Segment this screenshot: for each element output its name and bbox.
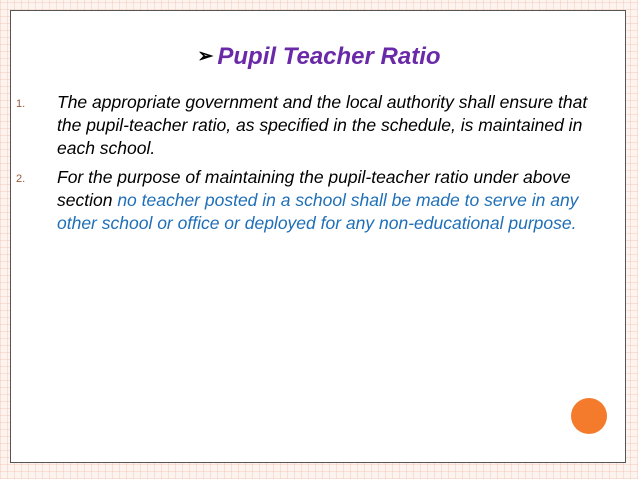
orange-circle-decoration [571, 398, 607, 434]
list-number: 2. [16, 173, 26, 185]
slide-title [11, 43, 627, 71]
list-number: 1. [16, 98, 26, 110]
list-item [11, 91, 611, 160]
list-item-text: The appropriate government and the local authority shall ensure that the pupil-teacher ratio, as specified in the schedule, is maintained in each school. [57, 92, 588, 158]
list-item-text: For the purpose of maintaining the pupil-teacher ratio under above section [57, 167, 571, 210]
list-item [11, 166, 611, 235]
arrow-bullet-icon: ➢ [197, 46, 214, 67]
slide-panel [10, 10, 626, 463]
title-text: Pupil Teacher Ratio [217, 43, 441, 70]
numbered-list [11, 91, 611, 241]
highlighted-text: no teacher posted in a school shall be made to serve in any other school or office or deployed for any non-educational purpose. [57, 190, 579, 233]
